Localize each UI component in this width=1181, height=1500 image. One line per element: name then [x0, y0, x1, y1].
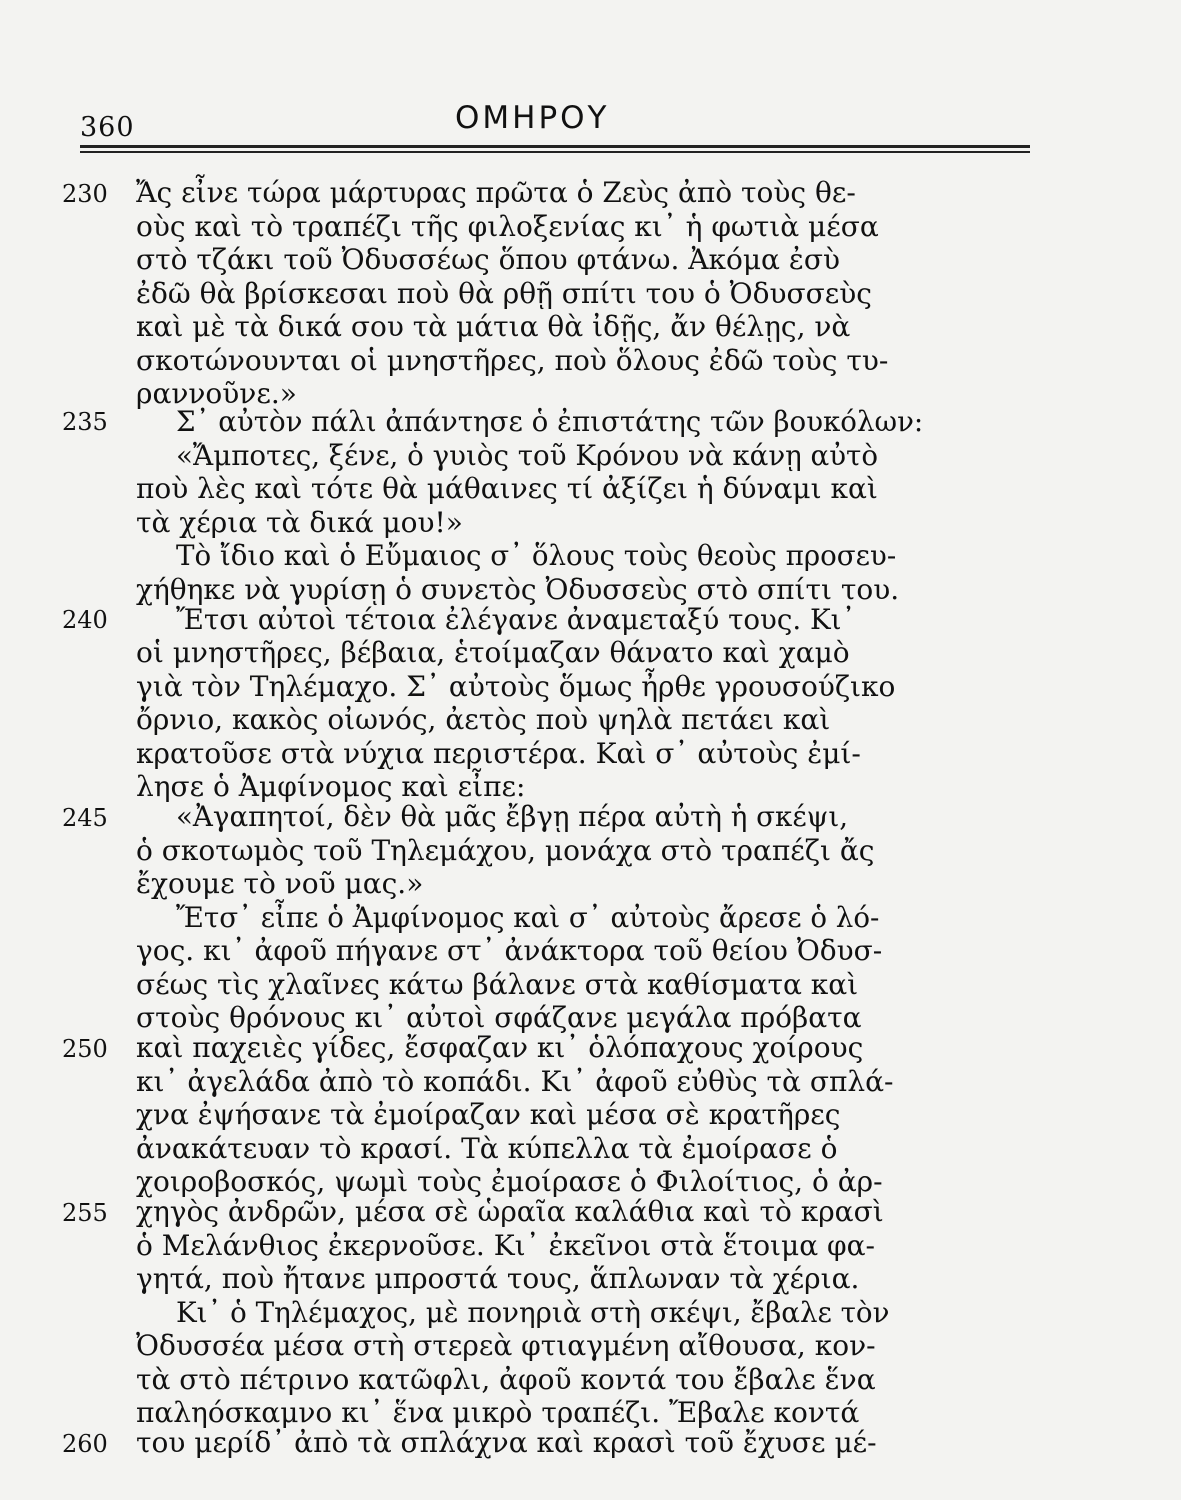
- text-line: ποὺ λὲς καὶ τότε θὰ μάθαινες τί ἀξίζει ἡ δύναμι καὶ: [136, 472, 878, 506]
- text-line: Ἔτσ᾽ εἶπε ὁ Ἀμφίνομος καὶ σ᾽ αὐτοὺς ἄρεσε ὁ λό-: [176, 900, 880, 934]
- line-number: 245: [62, 803, 108, 832]
- text-line: ὁ σκοτωμὸς τοῦ Τηλεμάχου, μονάχα στὸ τραπέζι ἄς: [136, 833, 875, 867]
- line-number: 260: [62, 1429, 108, 1458]
- text-line: χηγὸς ἀνδρῶν, μέσα σὲ ὡραῖα καλάθια καὶ τὸ κρασὶ: [136, 1194, 884, 1228]
- text-line: «Ἀγαπητοί, δὲν θὰ μᾶς ἔβγῃ πέρα αὐτὴ ἡ σκέψι,: [176, 800, 849, 834]
- text-line: γος. κι᾽ ἀφοῦ πήγανε στ᾽ ἀνάκτορα τοῦ θείου Ὀδυσ-: [136, 934, 883, 968]
- text-line: κρατοῦσε στὰ νύχια περιστέρα. Καὶ σ᾽ αὐτοὺς ἐμί-: [136, 736, 861, 770]
- text-line: χνα ἐψήσανε τὰ ἐμοίραζαν καὶ μέσα σὲ κρατῆρες: [136, 1098, 841, 1132]
- text-line: ὄρνιο, κακὸς οἰωνός, ἀετὸς ποὺ ψηλὰ πετάει καὶ: [136, 703, 831, 737]
- text-line: οἱ μνηστῆρες, βέβαια, ἑτοίμαζαν θάνατο καὶ χαμὸ: [136, 636, 850, 670]
- text-line: γιὰ τὸν Τηλέμαχο. Σ᾽ αὐτοὺς ὅμως ἦρθε γρουσούζικο: [136, 669, 896, 703]
- text-line: κι᾽ ἀγελάδα ἀπὸ τὸ κοπάδι. Κι᾽ ἀφοῦ εὐθὺς τὰ σπλά-: [136, 1064, 894, 1098]
- header-rule-second: [80, 151, 1030, 153]
- text-line: λησε ὁ Ἀμφίνομος καὶ εἶπε:: [136, 770, 526, 804]
- text-line: ἐδῶ θὰ βρίσκεσαι ποὺ θὰ ρθῇ σπίτι του ὁ Ὀδυσσεὺς: [136, 276, 872, 310]
- text-line: οὺς καὶ τὸ τραπέζι τῆς φιλοξενίας κι᾽ ἡ φωτιὰ μέσα: [136, 209, 879, 243]
- text-line: καὶ μὲ τὰ δικά σου τὰ μάτια θὰ ἰδῇς, ἄν θέλῃς, νὰ: [136, 310, 851, 344]
- line-number: 235: [62, 407, 108, 436]
- text-line: ἔχουμε τὸ νοῦ μας.»: [136, 867, 424, 901]
- text-line: ραννοῦνε.»: [136, 377, 297, 411]
- text-line: παληόσκαμνο κι᾽ ἕνα μικρὸ τραπέζι. Ἔβαλε κοντά: [136, 1396, 860, 1430]
- text-line: Ἄς εἶνε τώρα μάρτυρας πρῶτα ὁ Ζεὺς ἀπὸ τοὺς θε-: [136, 176, 856, 209]
- text-line: τὰ στὸ πέτρινο κατῶφλι, ἀφοῦ κοντά του ἔβαλε ἕνα: [136, 1362, 876, 1396]
- text-line: «Ἄμποτες, ξένε, ὁ γυιὸς τοῦ Κρόνου νὰ κάνῃ αὐτὸ: [176, 438, 879, 472]
- text-line: Σ᾽ αὐτὸν πάλι ἀπάντησε ὁ ἐπιστάτης τῶν βουκόλων:: [176, 405, 924, 439]
- text-line: Ὀδυσσέα μέσα στὴ στερεὰ φτιαγμένη αἴθουσα, κον-: [136, 1329, 876, 1363]
- text-line: ὁ Μελάνθιος ἐκερνοῦσε. Κι᾽ ἐκεῖνοι στὰ ἕτοιμα φα-: [136, 1228, 876, 1262]
- header-rule: [80, 145, 1030, 148]
- text-line: του μερίδ᾽ ἀπὸ τὰ σπλάχνα καὶ κρασὶ τοῦ ἔχυσε μέ-: [136, 1426, 877, 1459]
- line-number: 240: [62, 606, 108, 635]
- text-line: σέως τὶς χλαῖνες κάτω βάλανε στὰ καθίσματα καὶ: [136, 967, 859, 1001]
- text-line: σκοτώνουνται οἱ μνηστῆρες, ποὺ ὅλους ἐδῶ τοὺς τυ-: [136, 343, 889, 377]
- text-line: Τὸ ἴδιο καὶ ὁ Εὔμαιος σ᾽ ὅλους τοὺς θεοὺς προσευ-: [176, 539, 897, 573]
- line-number: 255: [62, 1198, 108, 1227]
- text-line: Κι᾽ ὁ Τηλέμαχος, μὲ πονηριὰ στὴ σκέψι, ἔβαλε τὸν: [176, 1295, 890, 1329]
- line-number: 230: [62, 179, 108, 208]
- line-number: 250: [62, 1034, 108, 1063]
- text-line: καὶ παχειὲς γίδες, ἔσφαζαν κι᾽ ὁλόπαχους χοίρους: [136, 1031, 864, 1065]
- text-line: ἀνακάτευαν τὸ κρασί. Τὰ κύπελλα τὰ ἐμοίρασε ὁ: [136, 1131, 838, 1165]
- text-line: τὰ χέρια τὰ δικά μου!»: [136, 505, 463, 539]
- page-number: 360: [80, 112, 135, 143]
- text-line: χήθηκε νὰ γυρίσῃ ὁ συνετὸς Ὀδυσσεὺς στὸ σπίτι του.: [136, 572, 900, 606]
- text-line: γητά, ποὺ ἤτανε μπροστά τους, ἅπλωναν τὰ χέρια.: [136, 1262, 860, 1296]
- running-head: ΟΜΗΡΟΥ: [455, 100, 610, 136]
- text-line: χοιροβοσκός, ψωμὶ τοὺς ἐμοίρασε ὁ Φιλοίτιος, ὁ ἀρ-: [136, 1165, 883, 1199]
- text-line: Ἔτσι αὐτοὶ τέτοια ἐλέγανε ἀναμεταξύ τους. Κι᾽: [176, 602, 856, 636]
- text-line: στοὺς θρόνους κι᾽ αὐτοὶ σφάζανε μεγάλα πρόβατα: [136, 1001, 862, 1035]
- text-line: στὸ τζάκι τοῦ Ὀδυσσέως ὅπου φτάνω. Ἀκόμα ἐσὺ: [136, 243, 841, 277]
